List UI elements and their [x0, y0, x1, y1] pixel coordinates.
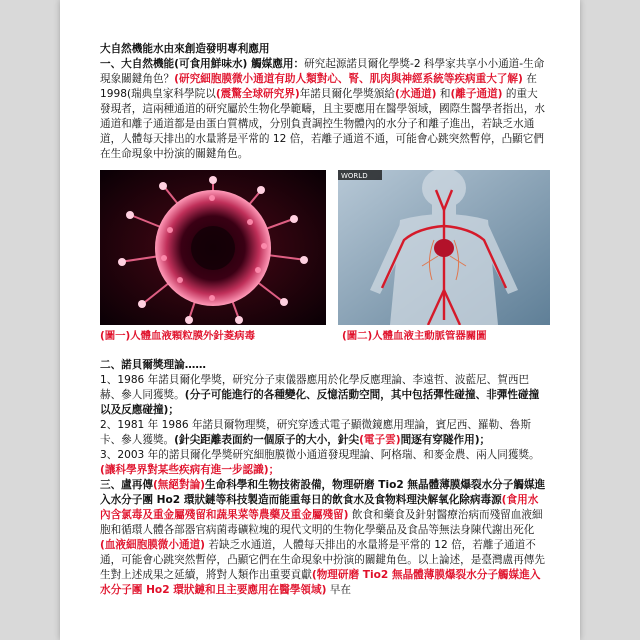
section-1-text-1: 研究起源諾貝爾化學獎-2 科學家共享小小通道-生命現象關鍵角色？	[100, 58, 545, 85]
section-1-text-2: 在 1998(瑞典皇家科學院以	[100, 73, 537, 100]
section-1-highlight-2: (震驚全球研究界)	[215, 88, 300, 100]
virus-image	[100, 170, 326, 325]
section-3-heading: 三、盧再傳	[100, 479, 153, 491]
section-1-highlight-3: (水通道)	[395, 88, 437, 100]
section-2-item-1: 1、1986 年諾貝爾化學獎，研究分子束儀器應用於化學反應理論、李遠哲、波藍尼、賀西巴赫、參人同獲獎。(分子可能進行的各種變化、反憶活動空間，其中包括彈性碰撞、非彈性碰撞以及反應碰撞)；	[100, 374, 540, 416]
document-content	[100, 42, 546, 598]
section-1-highlight-4: (離子通道)	[450, 88, 503, 100]
section-1-highlight-1: (研究細胞膜微小通道有助人類對心、腎、肌肉與神經系統等疾病重大了解)	[174, 73, 523, 85]
section-3-paragraph: 三、盧再傳(無絕對論)生命科學和生物技術設備，物理研磨 Tio2 無晶體薄膜爆裂水分子觸媒進入水分子團 Ho2 環狀鏈等科技製造而能重每日的飲食水及食物料理決解氧化除病毒源(食用水內含氯毒及重金屬殘留和蔬果菜等農藥及重金屬殘留) 飲食和藥食及針射醫療治病而殘留血液細胞和循環人體各部器官病菌毒礦粒塊的現代文明的生物化學藥品及食品等無法身陳代謝出死化(血液細胞膜微小通道) 若缺乏水通道，人體每天排出的水量將是平常的 12 倍，若離子通道不通，可能會心跳突然暫停，凸顯它們在生命現象中扮演的關鍵角色。以上論述，是臺灣盧再傳先生對上述成果之延續，將對人類作出重要貢獻(物理研磨 Tio2 無晶體薄膜爆裂水分子觸媒進入水分子團 Ho2 環狀鏈和且主要應用在醫學領域) 早在	[100, 479, 546, 596]
section-1-text-4: 和	[436, 88, 451, 100]
figure-row	[100, 166, 546, 358]
document-title: 大自然機能水由來創造發明專利應用	[100, 43, 270, 55]
artery-anatomy-image	[338, 170, 550, 325]
section-2-heading: 二、諾貝爾獎理論……	[100, 359, 206, 371]
section-1-text-5: 的重大發現者，這兩種通道的研究屬於生物化學範疇，且主要應用在醫學領域，國際生醫學者指出，水通道和離子通道都是由蛋白質構成，分別負責調控生物體內的水分子和離子進出，若缺乏水通道，人體每天排出的水量將是平常的 12 倍，若離子通道不通，可能會心跳突然暫停，凸顯它們在生命現象中扮演的關鍵角色。	[100, 88, 545, 160]
figure-2-caption: (圖二)人體血液主動脈管器關圖	[342, 330, 487, 342]
document-page	[60, 0, 580, 640]
section-2-item-3: 3、2003 年的諾貝爾化學獎研究細胞膜微小通道發現理論、阿格瑞、和麥金農、兩人同獲獎。(讓科學界對某些疾病有進一步認識)；	[100, 449, 540, 476]
section-1-heading: 一、大自然機能(可食用鮮味水) 觸媒應用：	[100, 58, 305, 70]
watermark-text: WORLD	[341, 172, 368, 180]
section-2-item-2: 2、1981 年 1986 年諾貝爾物理獎，研究穿透式電子顯微鏡應用理論，賓尼西、羅勒、魯斯卡、參人獲獎。(針尖距離表面約一個原子的大小，針尖(電子雲)間逐有穿隧作用)；	[100, 419, 531, 446]
section-1-paragraph	[100, 57, 546, 162]
figure-1-caption: (圖一)人體血液顆粒膜外針菱病毒	[100, 330, 255, 342]
section-1-text-3: 年諾貝爾化學獎頒給	[299, 88, 396, 100]
